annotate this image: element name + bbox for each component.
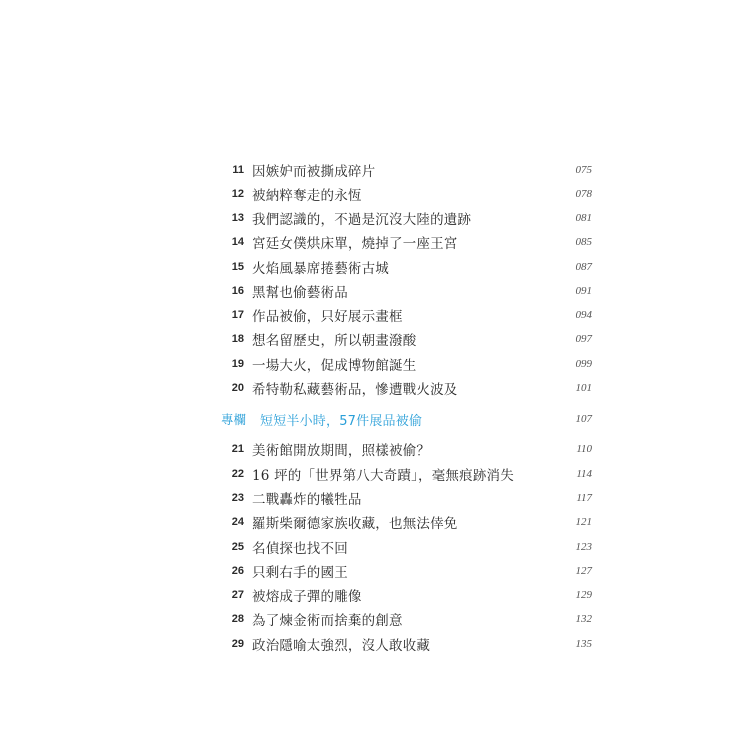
chapter-number: 28 xyxy=(231,613,244,625)
chapter-title: 想名留歷史，所以朝畫潑酸 xyxy=(252,333,417,349)
toc-entry xyxy=(214,633,592,655)
chapter-title: 只剩右手的國王 xyxy=(252,565,348,581)
toc-entry xyxy=(214,536,592,558)
column-title: 短短半小時，57件展品被偷 xyxy=(260,413,423,429)
chapter-title: 我們認識的，不過是沉沒大陸的遺跡 xyxy=(252,212,472,228)
page-number: 078 xyxy=(575,188,592,200)
chapter-number: 14 xyxy=(231,236,244,248)
chapter-number: 11 xyxy=(232,164,244,176)
chapter-title: 名偵探也找不回 xyxy=(252,541,348,557)
chapter-title: 因嫉妒而被撕成碎片 xyxy=(252,164,376,180)
chapter-title: 黑幫也偷藝術品 xyxy=(252,285,348,301)
chapter-number: 17 xyxy=(231,309,244,321)
chapter-number: 15 xyxy=(231,261,244,273)
chapter-number: 13 xyxy=(231,212,244,224)
toc-entry xyxy=(214,280,592,302)
chapter-title: 作品被偷，只好展示畫框 xyxy=(252,309,403,325)
chapter-title: 火焰風暴席捲藝術古城 xyxy=(252,261,389,277)
chapter-title: 被納粹奪走的永恆 xyxy=(252,188,362,204)
toc-entry xyxy=(214,183,592,205)
page-number: 101 xyxy=(575,382,592,394)
toc-entry xyxy=(214,159,592,181)
toc-entry xyxy=(214,328,592,350)
chapter-title: 16 坪的「世界第八大奇蹟」，毫無痕跡消失 xyxy=(252,468,514,484)
page-number: 099 xyxy=(575,358,592,370)
toc-entry xyxy=(214,377,592,399)
toc-entry xyxy=(214,560,592,582)
toc-entry xyxy=(214,511,592,533)
page-number: 114 xyxy=(576,468,592,480)
chapter-title: 羅斯柴爾德家族收藏，也無法倖免 xyxy=(252,516,458,532)
column-label: 專欄 xyxy=(220,412,246,427)
chapter-number: 26 xyxy=(231,565,244,577)
page-number: 091 xyxy=(575,285,592,297)
page-number: 135 xyxy=(575,638,592,650)
toc-entry xyxy=(214,353,592,375)
page-number: 085 xyxy=(575,236,592,248)
chapter-number: 20 xyxy=(231,382,244,394)
toc-entry-special-column xyxy=(214,408,592,430)
chapter-number: 24 xyxy=(231,516,244,528)
chapter-title: 被熔成子彈的雕像 xyxy=(252,589,362,605)
chapter-number: 19 xyxy=(231,358,244,370)
chapter-title: 二戰轟炸的犧牲品 xyxy=(252,492,362,508)
page-number: 129 xyxy=(575,589,592,601)
chapter-number: 27 xyxy=(231,589,244,601)
page-number: 117 xyxy=(576,492,592,504)
chapter-title: 希特勒私藏藝術品，慘遭戰火波及 xyxy=(252,382,458,398)
toc-entry xyxy=(214,584,592,606)
chapter-title: 為了煉金術而捨棄的創意 xyxy=(252,613,403,629)
page-number: 081 xyxy=(575,212,592,224)
page-number: 127 xyxy=(575,565,592,577)
chapter-number: 12 xyxy=(231,188,244,200)
toc-entry xyxy=(214,438,592,460)
toc-entry xyxy=(214,304,592,326)
chapter-number: 25 xyxy=(231,541,244,553)
chapter-title: 宮廷女僕烘床單，燒掉了一座王宮 xyxy=(252,236,458,252)
chapter-number: 21 xyxy=(231,443,244,455)
toc-entry xyxy=(214,608,592,630)
chapter-number: 22 xyxy=(231,468,244,480)
page-number: 132 xyxy=(575,613,592,625)
toc-entry xyxy=(214,231,592,253)
chapter-number: 16 xyxy=(231,285,244,297)
page-number: 087 xyxy=(575,261,592,273)
page-number: 121 xyxy=(575,516,592,528)
page-number: 075 xyxy=(575,164,592,176)
toc-entry xyxy=(214,463,592,485)
page-number: 110 xyxy=(576,443,592,455)
toc-entry xyxy=(214,487,592,509)
chapter-number: 23 xyxy=(231,492,244,504)
chapter-number: 29 xyxy=(231,638,244,650)
toc-entry xyxy=(214,256,592,278)
page-number: 123 xyxy=(575,541,592,553)
chapter-title: 政治隱喻太強烈，沒人敢收藏 xyxy=(252,638,431,654)
chapter-title: 一場大火，促成博物館誕生 xyxy=(252,358,417,374)
page-number: 107 xyxy=(575,413,592,425)
chapter-number: 18 xyxy=(231,333,244,345)
toc-entry xyxy=(214,207,592,229)
page-number: 097 xyxy=(575,333,592,345)
page-number: 094 xyxy=(575,309,592,321)
chapter-title: 美術館開放期間，照樣被偷？ xyxy=(252,443,431,459)
